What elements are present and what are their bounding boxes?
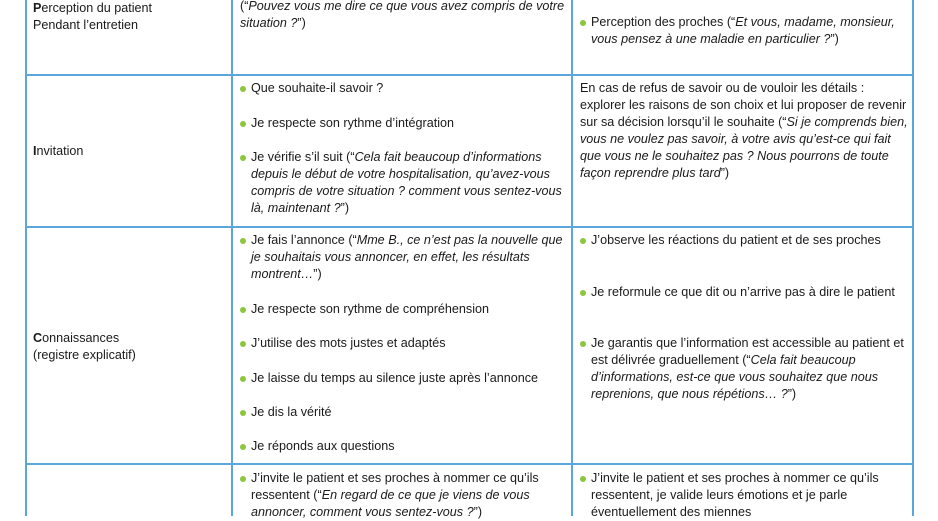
- row-divider: [26, 463, 914, 465]
- list-item: Je dis la vérité: [240, 404, 570, 421]
- list-item: Je respecte son rythme d’intégration: [240, 115, 570, 132]
- bullet-icon: [240, 410, 246, 416]
- bullet-icon: [240, 341, 246, 347]
- row-divider: [26, 74, 914, 76]
- label-initial: P: [33, 1, 42, 15]
- list-item: Je garantis que l’information est accessible au patient et est délivrée graduellement (“Cela fait beaucoup d’informations, est-ce que vous souhaitez que nous reprenions, que nous répétions… ?”): [580, 335, 910, 403]
- list-item: Je reformule ce que dit ou n’arrive pas à dire le patient: [580, 284, 910, 301]
- connaissances-actions: [240, 438, 570, 455]
- list-item: J’observe les réactions du patient et de ses proches: [580, 232, 910, 249]
- connaissances-observations: [580, 284, 910, 301]
- invitation-actions: [240, 80, 570, 97]
- list-item: Je fais l’annonce (“Mme B., ce n’est pas la nouvelle que je souhaitais vous annoncer, en effet, les résultats montrent…”): [240, 232, 570, 283]
- bullet-icon: [580, 290, 586, 296]
- label-text: nvitation: [36, 144, 84, 158]
- row-label-perception: [33, 0, 223, 34]
- emotions-actions: [240, 470, 570, 521]
- invitation-actions: [240, 149, 570, 217]
- row-label-invitation: [33, 143, 223, 160]
- row-label-connaissances: [33, 330, 223, 364]
- invitation-actions: [240, 115, 570, 132]
- bullet-icon: [580, 238, 586, 244]
- connaissances-observations: [580, 232, 910, 249]
- list-item: J’utilise des mots justes et adaptés: [240, 335, 570, 352]
- list-item: Que souhaite-il savoir ?: [240, 80, 570, 97]
- bullet-icon: [240, 121, 246, 127]
- connaissances-actions: [240, 404, 570, 421]
- column-divider: [231, 0, 233, 516]
- bullet-icon: [240, 476, 246, 482]
- bullet-icon: [580, 20, 586, 26]
- connaissances-actions: [240, 232, 570, 283]
- connaissances-observations: [580, 335, 910, 403]
- invitation-refus-text: En cas de refus de savoir ou de vouloir les détails : explorer les raisons de son choix et lui proposer de revenir sur sa décision lorsqu’il le souhaite (“Si je comprends bien, vous ne voulez pas savoir, à votre avis qu’est-ce qui fait que vous ne le souhaitez pas ? Nous pourrons de toute façon reprendre plus tard”): [580, 81, 908, 180]
- column-divider: [571, 0, 573, 516]
- label-text: erception du patient: [41, 1, 153, 15]
- bullet-icon: [580, 476, 586, 482]
- label-initial: C: [33, 331, 43, 345]
- bullet-icon: [240, 307, 246, 313]
- perception-patient-text: (“Pouvez vous me dire ce que vous avez compris de votre situation ?”): [240, 0, 565, 30]
- quote-text: Cela fait beaucoup d’informations, est-ce que vous souhaitez que nous reprenions, que nous répétions… ?: [591, 353, 879, 401]
- bullet-icon: [240, 238, 246, 244]
- list-item: J’invite le patient et ses proches à nommer ce qu’ils ressentent (“En regard de ce que je viens de vous annoncer, comment vous sentez-vous ?”): [240, 470, 570, 521]
- list-item: Je respecte son rythme de compréhension: [240, 301, 570, 318]
- emotions-observations: [580, 470, 910, 521]
- bullet-icon: [240, 155, 246, 161]
- column-divider: [912, 0, 914, 516]
- connaissances-actions: [240, 335, 570, 352]
- connaissances-actions: [240, 370, 570, 387]
- bullet-icon: [240, 376, 246, 382]
- column-divider: [25, 0, 27, 516]
- label-subtext: (registre explicatif): [33, 348, 136, 362]
- list-item: Je laisse du temps au silence juste après l’annonce: [240, 370, 570, 387]
- label-text: onnaissances: [42, 331, 120, 345]
- quote-text: Si je comprends bien, vous ne voulez pas savoir, à votre avis qu’est-ce qui fait que vous ne le souhaitez pas ? Nous pourrons de toute façon reprendre plus tard: [580, 115, 908, 180]
- quote-text: Cela fait beaucoup d’informations depuis le début de votre hospitalisation, qu’avez-vous compris de votre situation ? comment vous sentez-vous là, maintenant ?: [251, 150, 562, 215]
- row-divider: [26, 226, 914, 228]
- list-item: Je vérifie s’il suit (“Cela fait beaucoup d’informations depuis le début de votre hospitalisation, qu’avez-vous compris de votre situation ? comment vous sentez-vous là, maintenant ?”): [240, 149, 570, 217]
- bullet-icon: [580, 341, 586, 347]
- bullet-icon: [240, 86, 246, 92]
- label-initial: I: [33, 144, 37, 158]
- list-item: J’invite le patient et ses proches à nommer ce qu’ils ressentent, je valide leurs émotions et je parle éventuellement des miennes: [580, 470, 910, 521]
- bullet-icon: [240, 444, 246, 450]
- connaissances-actions: [240, 301, 570, 318]
- quote-text: Et vous, madame, monsieur, vous pensez à une maladie en particulier ?: [591, 15, 895, 46]
- perception-proches-item: Perception des proches (“Et vous, madame, monsieur, vous pensez à une maladie en particulier ?”): [580, 14, 910, 48]
- quote-text: En regard de ce que je viens de vous annoncer, comment vous sentez-vous ?: [251, 488, 530, 519]
- label-subtext: Pendant l’entretien: [33, 18, 139, 32]
- quote-text: Pouvez vous me dire ce que vous avez compris de votre situation ?: [240, 0, 565, 30]
- list-item: Je réponds aux questions: [240, 438, 570, 455]
- quote-text: Mme B., ce n’est pas la nouvelle que je souhaitais vous annoncer, en effet, les résultats montrent…: [251, 233, 563, 281]
